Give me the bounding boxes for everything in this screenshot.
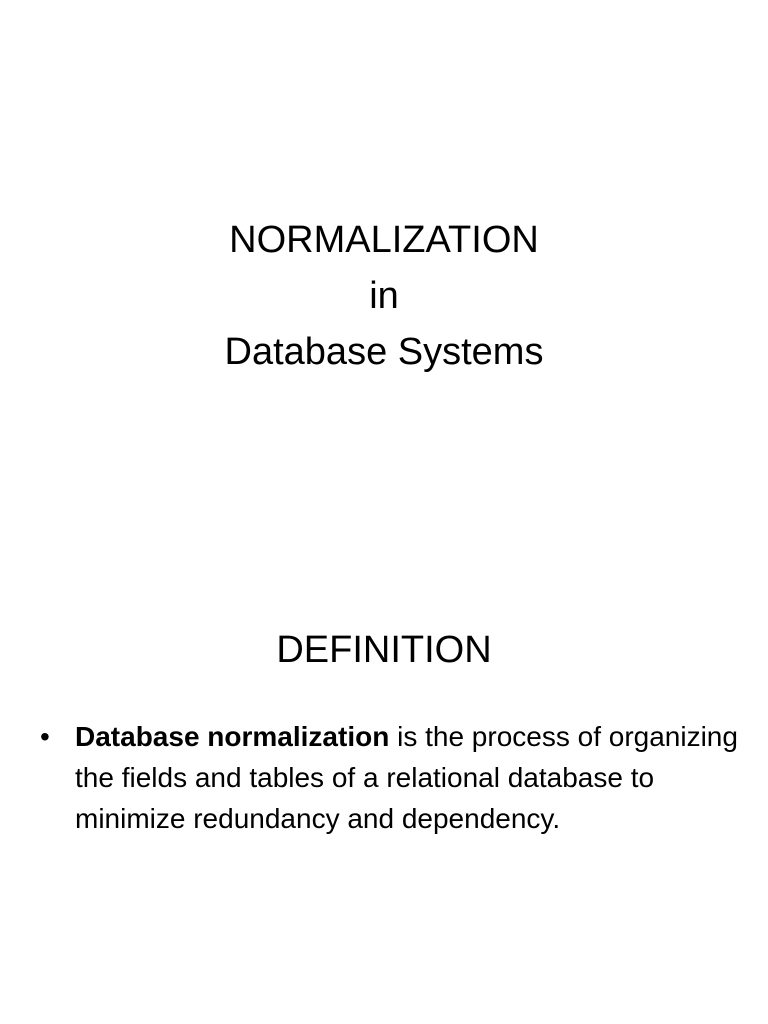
list-item: [40, 716, 740, 839]
definition-bullet-list: [40, 716, 740, 839]
title-line-1: NORMALIZATION: [229, 219, 539, 261]
bullet-icon: •: [40, 721, 50, 752]
slide-title: [0, 212, 768, 380]
title-line-3: Database Systems: [224, 331, 544, 373]
definition-text: is the process of organizing the fields and tables of a relational database to minimize redundancy and dependency.: [75, 721, 738, 834]
title-line-2: in: [369, 275, 399, 317]
definition-heading: DEFINITION: [276, 629, 492, 671]
definition-term: Database normalization: [75, 721, 390, 752]
